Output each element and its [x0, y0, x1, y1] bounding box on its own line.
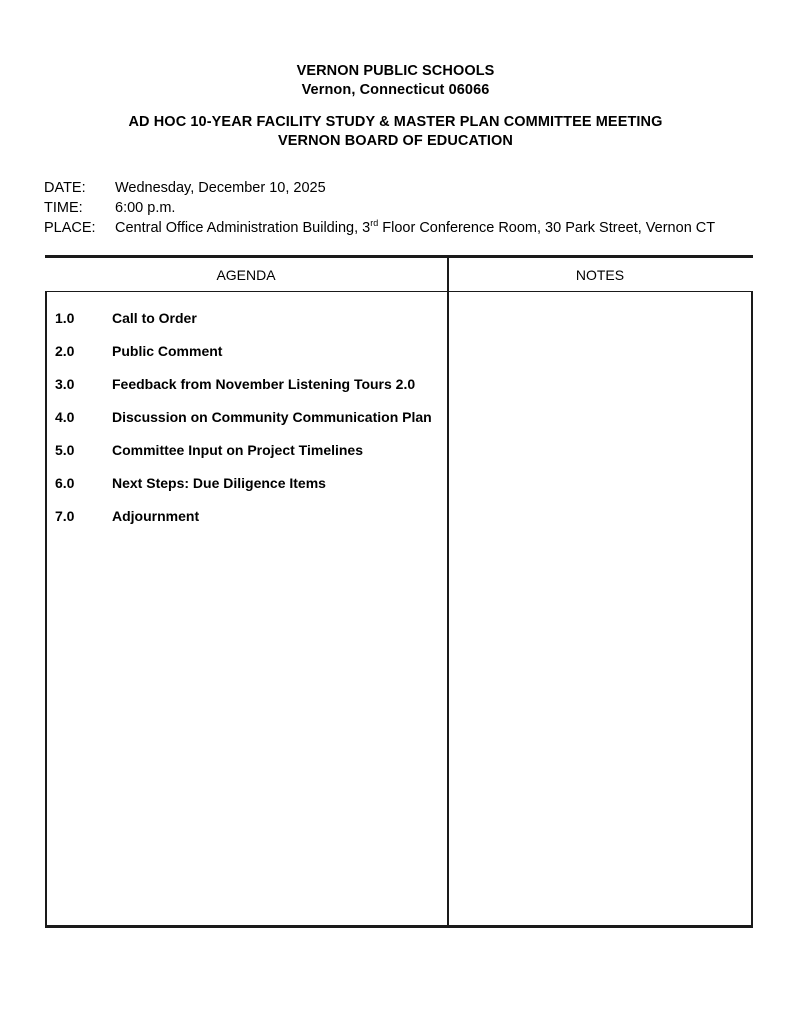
agenda-item-title: Public Comment	[112, 343, 223, 359]
place-ordinal-suffix: rd	[370, 218, 379, 229]
date-label: DATE:	[44, 180, 86, 196]
agenda-table	[45, 255, 753, 928]
place-value-after: Floor Conference Room, 30 Park Street, Vernon CT	[378, 220, 716, 236]
table-row	[55, 442, 445, 475]
time-value: 6:00 p.m.	[115, 200, 176, 216]
agenda-item-number: 7.0	[55, 508, 75, 524]
table-header-row	[45, 258, 753, 292]
meeting-title-line-2: VERNON BOARD OF EDUCATION	[277, 133, 514, 149]
agenda-item-list	[55, 310, 445, 541]
detail-row-date	[44, 178, 764, 198]
agenda-item-number: 2.0	[55, 343, 75, 359]
table-row	[55, 508, 445, 541]
notes-column-area	[449, 292, 751, 925]
table-row	[55, 409, 445, 442]
meeting-title	[0, 113, 791, 151]
time-label: TIME:	[44, 200, 83, 216]
agenda-item-title: Call to Order	[112, 310, 197, 326]
table-row	[55, 475, 445, 508]
place-value	[115, 218, 715, 238]
table-row	[55, 310, 445, 343]
masthead	[0, 62, 791, 100]
date-value: Wednesday, December 10, 2025	[115, 180, 326, 196]
agenda-item-number: 6.0	[55, 475, 75, 491]
detail-row-time	[44, 198, 764, 218]
column-header-notes: NOTES	[575, 266, 625, 283]
column-header-agenda: AGENDA	[216, 266, 276, 283]
agenda-item-number: 1.0	[55, 310, 75, 326]
table-row	[55, 376, 445, 409]
agenda-item-number: 4.0	[55, 409, 75, 425]
agenda-item-title: Committee Input on Project Timelines	[112, 442, 364, 458]
meeting-title-line-1: AD HOC 10-YEAR FACILITY STUDY & MASTER PLAN COMMITTEE MEETING	[128, 114, 663, 130]
agenda-item-title: Adjournment	[112, 508, 200, 524]
agenda-item-title: Next Steps: Due Diligence Items	[112, 475, 326, 491]
agenda-item-title: Feedback from November Listening Tours 2.0	[112, 376, 416, 392]
detail-row-place	[44, 218, 764, 238]
place-value-before: Central Office Administration Building, 3	[115, 220, 371, 236]
agenda-item-number: 3.0	[55, 376, 75, 392]
meeting-details	[44, 178, 764, 238]
place-label: PLACE:	[44, 220, 96, 236]
agenda-item-number: 5.0	[55, 442, 75, 458]
table-row	[55, 343, 445, 376]
organization-location: Vernon, Connecticut 06066	[301, 82, 490, 98]
agenda-item-title: Discussion on Community Communication Plan	[112, 409, 432, 425]
table-body	[45, 292, 753, 928]
organization-name: VERNON PUBLIC SCHOOLS	[296, 63, 495, 79]
